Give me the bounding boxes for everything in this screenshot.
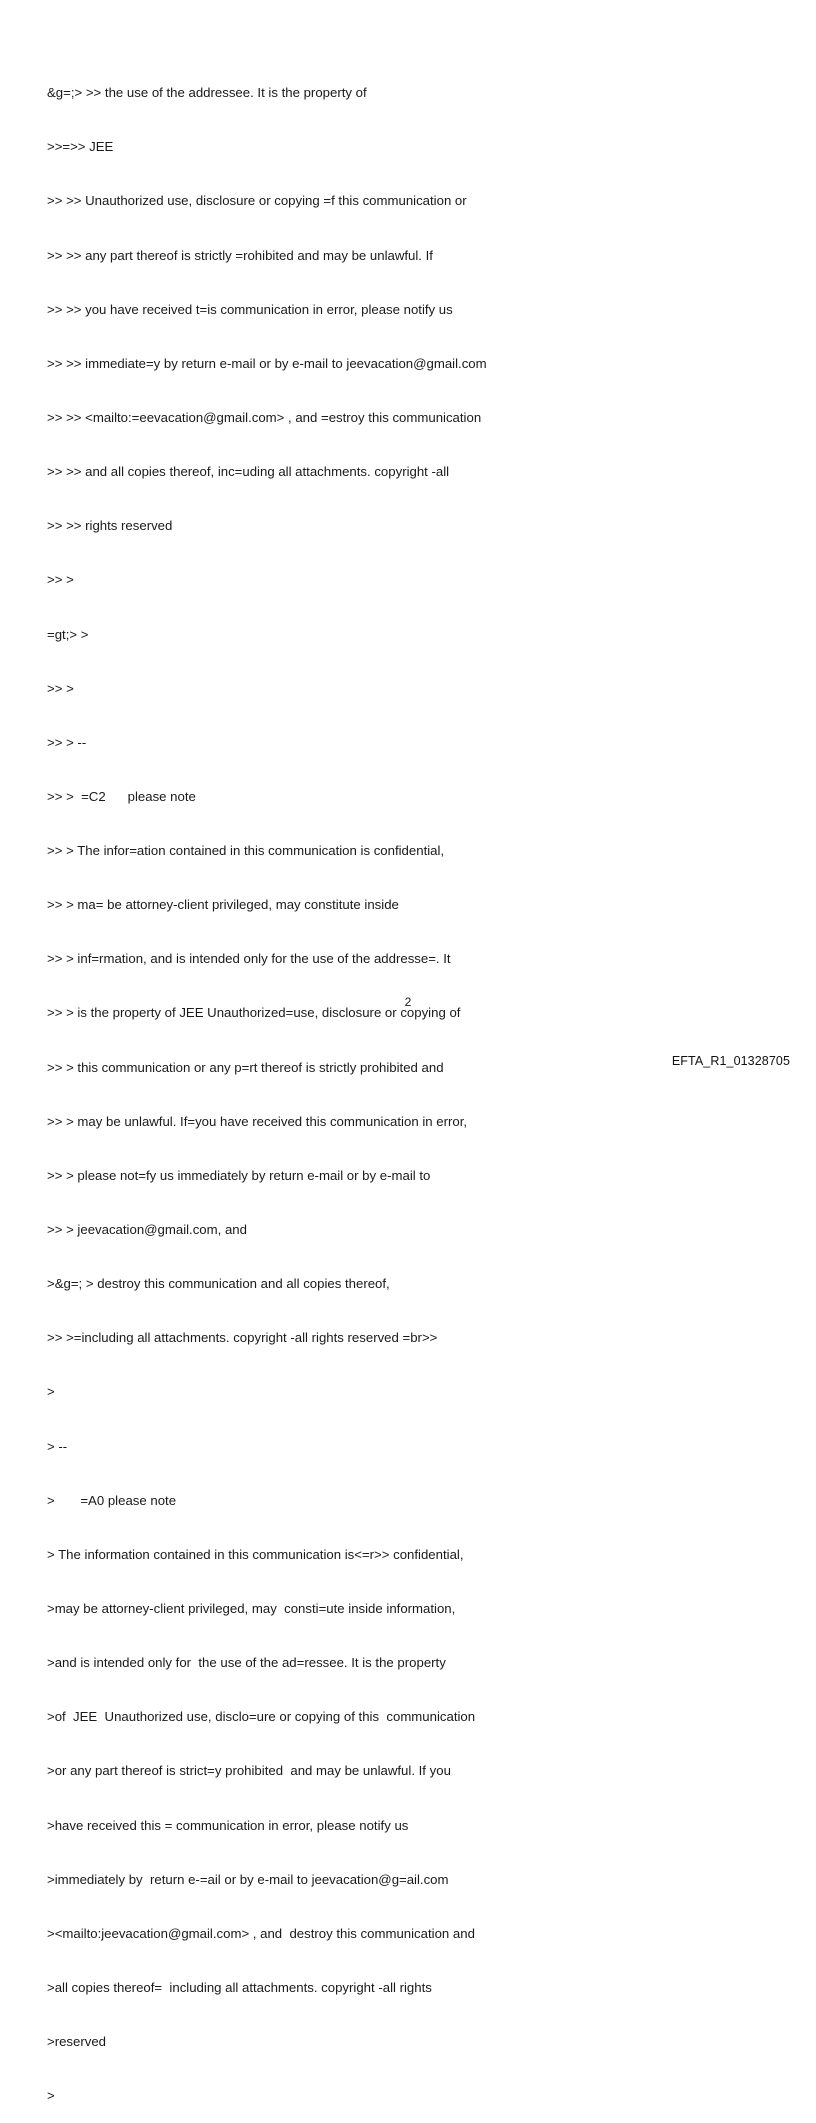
text-line: >> > may be unlawful. If=you have received this communication in error, bbox=[47, 1113, 468, 1129]
page-number: 2 bbox=[404, 995, 412, 1009]
text-line: >> > The infor=ation contained in this communication is confidential, bbox=[47, 843, 445, 859]
text-line: >all copies thereof= including all attachments. copyright -all rights bbox=[47, 1980, 432, 1996]
text-line: >> >=including all attachments. copyright -all rights reserved =br>> bbox=[47, 1330, 438, 1346]
text-line: &g=;> >> the use of the addressee. It is the property of bbox=[47, 85, 367, 101]
text-line: >> > is the property of JEE Unauthorized=use, disclosure or copying of bbox=[47, 1005, 461, 1021]
text-line: >> > inf=rmation, and is intended only for the use of the addresse=. It bbox=[47, 951, 451, 967]
text-line: >of JEE Unauthorized use, disclo=ure or copying of this communication bbox=[47, 1709, 476, 1725]
text-line: >>=>> JEE bbox=[47, 139, 114, 155]
text-line: >> >> immediate=y by return e-mail or by e-mail to jeevacation@gmail.com bbox=[47, 355, 487, 371]
text-line: >and is intended only for the use of the ad=ressee. It is the property bbox=[47, 1655, 446, 1671]
text-line: >> >> Unauthorized use, disclosure or copying =f this communication or bbox=[47, 193, 467, 209]
text-line: >> > =C2 please note bbox=[47, 788, 196, 804]
text-line: >> > this communication or any p=rt thereof is strictly prohibited and bbox=[47, 1059, 444, 1075]
text-line: >> > bbox=[47, 680, 74, 696]
text-line: >> >> <mailto:=eevacation@gmail.com> , and =estroy this communication bbox=[47, 409, 482, 425]
text-line: >> >> and all copies thereof, inc=uding all attachments. copyright -all bbox=[47, 464, 450, 480]
text-line: >> >> you have received t=is communication in error, please notify us bbox=[47, 301, 453, 317]
text-line: ><mailto:jeevacation@gmail.com> , and destroy this communication and bbox=[47, 1925, 475, 1941]
text-line: >> > bbox=[47, 572, 74, 588]
text-line: >reserved bbox=[47, 2034, 107, 2050]
text-line: > bbox=[47, 1384, 55, 1400]
email-body-text bbox=[47, 48, 807, 2123]
text-line: >> > please not=fy us immediately by return e-mail or by e-mail to bbox=[47, 1167, 431, 1183]
text-line: =gt;> > bbox=[47, 626, 89, 642]
text-line: >may be attorney-client privileged, may consti=ute inside information, bbox=[47, 1601, 456, 1617]
text-line: >> >> any part thereof is strictly =rohibited and may be unlawful. If bbox=[47, 247, 433, 263]
text-line: > =A0 please note bbox=[47, 1492, 177, 1508]
text-line: >> > -- bbox=[47, 734, 87, 750]
text-line: > bbox=[47, 2088, 55, 2104]
document-id: EFTA_R1_01328705 bbox=[671, 1054, 790, 1068]
text-line: >or any part thereof is strict=y prohibited and may be unlawful. If you bbox=[47, 1763, 451, 1779]
text-line: >immediately by return e-=ail or by e-mail to jeevacation@g=ail.com bbox=[47, 1871, 449, 1887]
text-line: >> > ma= be attorney-client privileged, may constitute inside bbox=[47, 897, 399, 913]
text-line: >have received this = communication in error, please notify us bbox=[47, 1817, 409, 1833]
text-line: >&g=; > destroy this communication and all copies thereof, bbox=[47, 1276, 390, 1292]
text-line: >> >> rights reserved bbox=[47, 518, 173, 534]
text-line: > -- bbox=[47, 1438, 68, 1454]
text-line: >> > jeevacation@gmail.com, and bbox=[47, 1222, 247, 1238]
text-line: > The information contained in this communication is<=r>> confidential, bbox=[47, 1546, 464, 1562]
